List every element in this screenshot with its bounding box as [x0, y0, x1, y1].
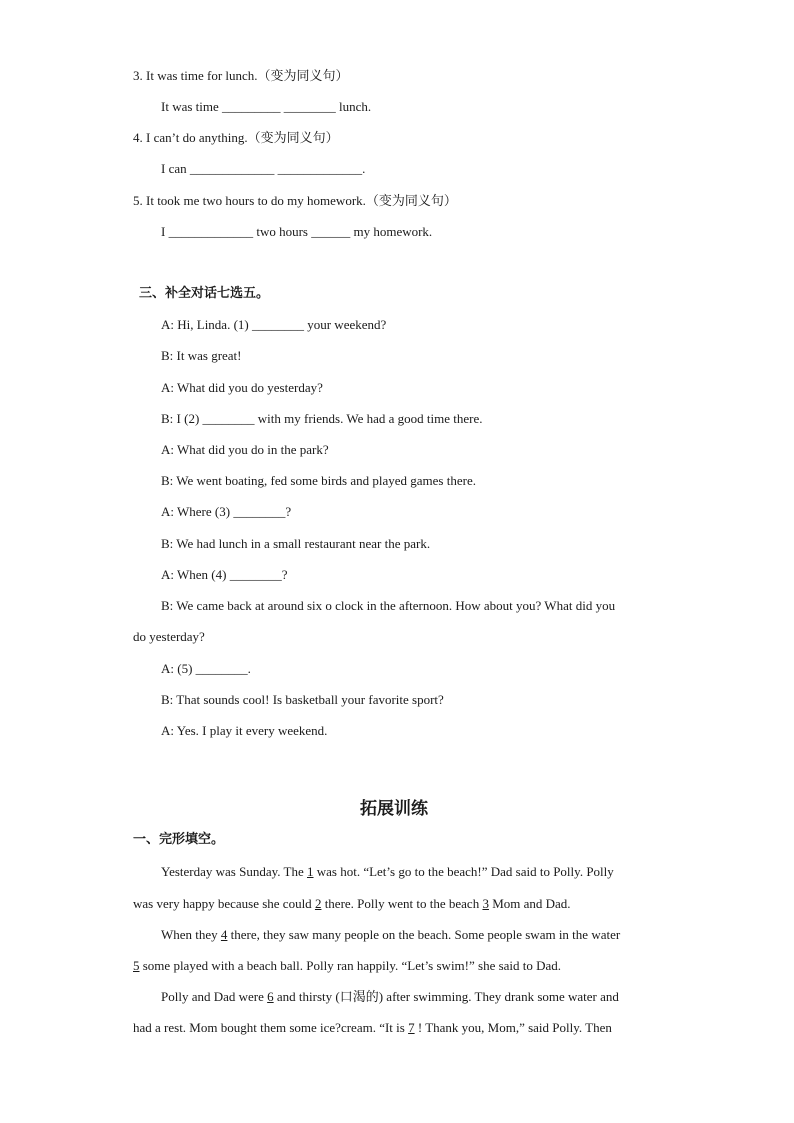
passage-text: When they	[161, 927, 221, 942]
blank-number: 6	[267, 989, 274, 1004]
dialogue-line: B: We had lunch in a small restaurant near the park.	[161, 536, 431, 551]
passage-line	[161, 988, 619, 1006]
dialogue-line: B: I (2) ________ with my friends. We had a good time there.	[161, 411, 483, 426]
dialogue-line: A: Yes. I play it every weekend.	[161, 723, 328, 738]
dialogue-line: B: We went boating, fed some birds and played games there.	[161, 473, 476, 488]
dialogue-line: B: We came back at around six o clock in the afternoon. How about you? What did you	[161, 598, 616, 613]
dialogue-line: B: It was great!	[161, 348, 242, 363]
passage-text: had a rest. Mom bought them some ice?cream. “It is	[133, 1020, 409, 1035]
question-5-prompt: 5. It took me two hours to do my homework.（变为同义句）	[133, 193, 457, 208]
section-1-heading: 一、完形填空。	[133, 832, 225, 847]
question-3-answer-line: It was time _________ ________ lunch.	[161, 99, 372, 114]
passage-line	[133, 1019, 612, 1037]
passage-line	[133, 957, 561, 975]
dialogue-line: A: (5) ________.	[161, 661, 251, 676]
passage-text: Yesterday was Sunday. The	[161, 864, 307, 879]
section-3-heading: 三、补全对话七选五。	[139, 286, 270, 301]
question-3-prompt: 3. It was time for lunch.（变为同义句）	[133, 68, 349, 83]
passage-line	[161, 863, 614, 881]
passage-text: some played with a beach ball. Polly ran happily. “Let’s swim!” she said to Dad.	[139, 958, 562, 973]
blank-number: 4	[220, 927, 228, 942]
dialogue-line: A: What did you do yesterday?	[161, 380, 323, 395]
dialogue-line: A: Where (3) ________?	[161, 504, 292, 519]
blank-number: 1	[307, 864, 314, 879]
page-title: 拓展训练	[360, 799, 428, 819]
blank-number: 2	[314, 896, 322, 911]
passage-text: Polly and Dad were	[161, 989, 268, 1004]
passage-text: ! Thank you, Mom,” said Polly. Then	[414, 1020, 612, 1035]
passage-line	[161, 926, 620, 944]
dialogue-line: B: That sounds cool! Is basketball your favorite sport?	[161, 692, 444, 707]
blank-number: 3	[482, 896, 489, 911]
blank-number: 7	[408, 1020, 415, 1035]
passage-text: was hot. “Let’s go to the beach!” Dad said to Polly. Polly	[313, 864, 614, 879]
dialogue-line: A: When (4) ________?	[161, 567, 288, 582]
passage-text: Mom and Dad.	[488, 896, 571, 911]
blank-number: 5	[133, 958, 140, 973]
passage-text: there. Polly went to the beach	[321, 896, 483, 911]
passage-line	[133, 895, 571, 913]
dialogue-line: A: What did you do in the park?	[161, 442, 329, 457]
passage-text: there, they saw many people on the beach. Some people swam in the water	[227, 927, 621, 942]
question-4-answer-line: I can _____________ _____________.	[161, 161, 366, 176]
passage-text: and thirsty (口渴的) after swimming. They drank some water and	[273, 989, 619, 1004]
question-5-answer-line: I _____________ two hours ______ my homework.	[161, 224, 433, 239]
passage-text: was very happy because she could	[133, 896, 315, 911]
dialogue-line-continuation: do yesterday?	[133, 629, 205, 644]
question-4-prompt: 4. I can’t do anything.（变为同义句）	[133, 130, 339, 145]
dialogue-line: A: Hi, Linda. (1) ________ your weekend?	[161, 317, 387, 332]
